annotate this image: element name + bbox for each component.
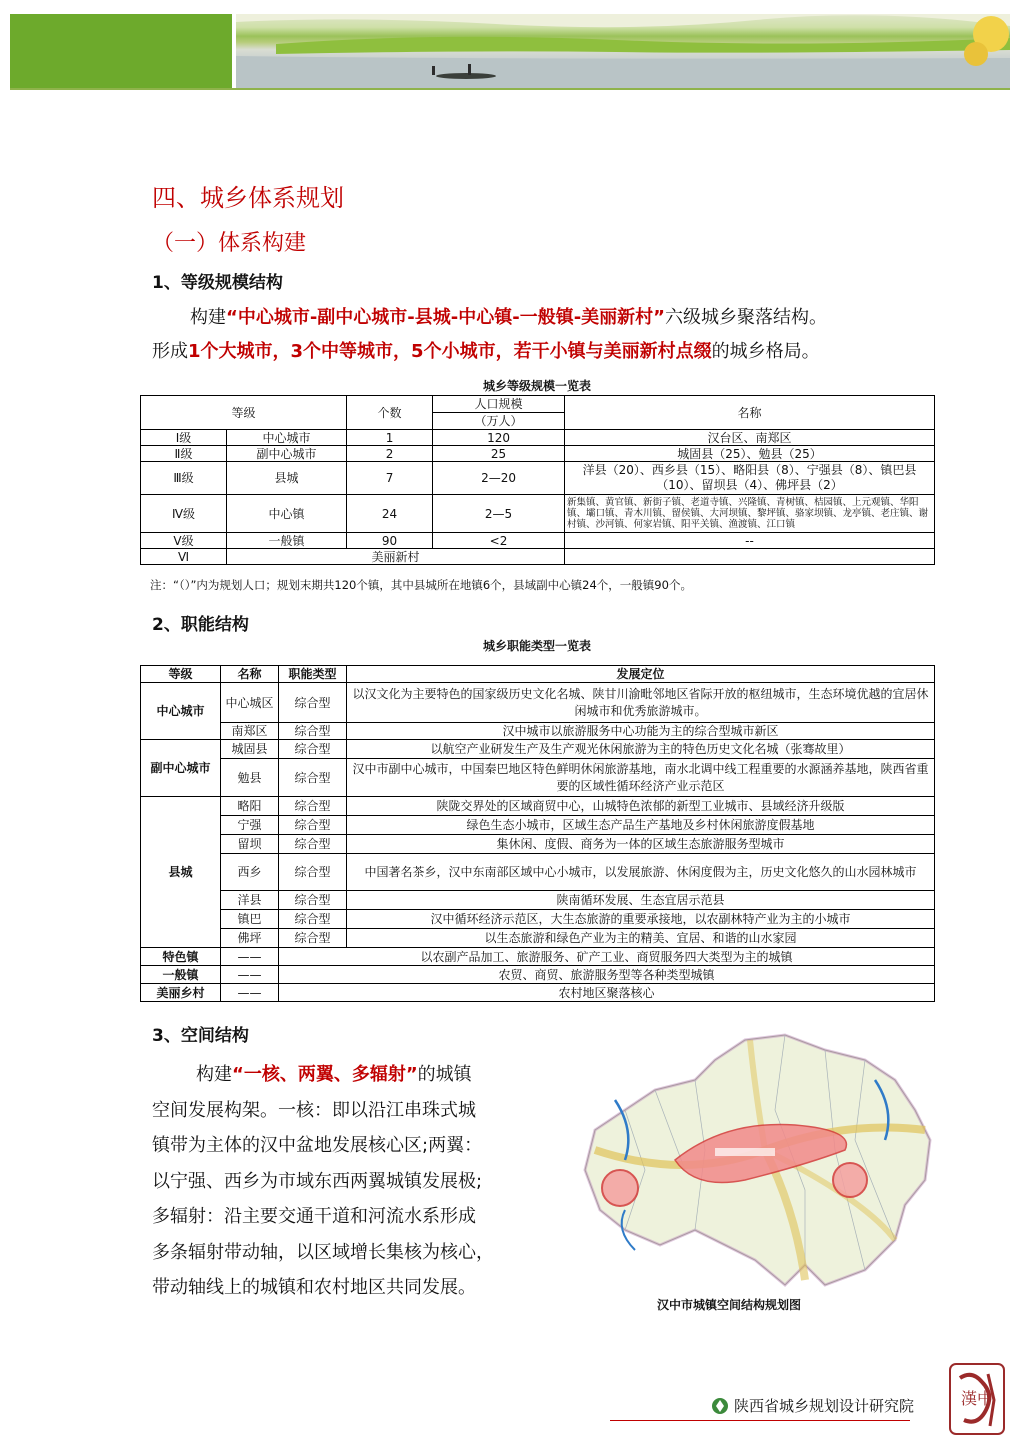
th-pop: 人口规模 <box>433 396 565 413</box>
table-row: 勉县 综合型 汉中市副中心城市，中国秦巴地区特色鲜明休闲旅游基地，南水北调中线工程重要的水源涵养基地，陕西省重要的区域性循环经济产业示范区 <box>141 759 935 797</box>
group-center-city: 中心城市 <box>141 683 221 740</box>
paragraph-spatial: 构建“一核、两翼、多辐射”的城镇 空间发展构架。一核：即以沿江串珠式城 镇带为主体的汉中盆地发展核心区;两翼： 以宁强、西乡为市域东西两翼城镇发展极; 多辐射：沿主要交通干道和河流水系形成 多条辐射带动轴，以区域增长集核为核心， 带动轴线上的城镇和农村地区共同发展。 <box>152 1064 494 1298</box>
table1-note: 注：“（）”内为规划人口；规划末期共120个镇，其中县城所在地镇6个，县域副中心镇24个，一般镇90个。 <box>150 578 692 592</box>
table-row: 副中心城市 城固县 综合型 以航空产业研发生产及生产观光休闲旅游为主的特色历史文化名城（张骞故里） <box>141 740 935 759</box>
th-level: 等级 <box>141 396 347 430</box>
table-row: 南郑区 综合型 汉中城市以旅游服务中心功能为主的综合型城市新区 <box>141 723 935 740</box>
th-position: 发展定位 <box>347 666 935 683</box>
th-names: 名称 <box>565 396 935 430</box>
section-title: 四、城乡体系规划 <box>152 184 344 212</box>
heading-spatial-structure: 3、空间结构 <box>152 1026 249 1046</box>
group-sub-center-city: 副中心城市 <box>141 740 221 797</box>
table2-caption: 城乡职能类型一览表 <box>482 639 591 653</box>
group-special-town: 特色镇 <box>141 948 221 966</box>
table-row: 留坝 综合型 集休闲、度假、商务为一体的区域生态旅游服务型城市 <box>141 835 935 854</box>
th-type: 职能类型 <box>279 666 347 683</box>
function-type-table <box>140 665 935 1002</box>
header-divider <box>10 88 1010 90</box>
hanzhong-seal <box>942 1360 1012 1440</box>
heading-function-structure: 2、职能结构 <box>152 615 249 635</box>
th-level: 等级 <box>141 666 221 683</box>
th-count: 个数 <box>347 396 433 430</box>
grade-scale-table <box>140 395 935 565</box>
paragraph-structure: 构建“中心城市-副中心城市-县城-中心镇-一般镇-美丽新村”六级城乡聚落结构。 形成1个大城市，3个中等城市，5个小城市，若干小镇与美丽新村点缀的城乡格局。 <box>152 307 828 362</box>
table-row: 洋县 综合型 陕南循环发展、生态宜居示范县 <box>141 891 935 910</box>
table-row: 宁强 综合型 绿色生态小城市，区域生态产品生产基地及乡村休闲旅游度假基地 <box>141 816 935 835</box>
institute-logo-icon <box>711 1397 729 1415</box>
th-name: 名称 <box>221 666 279 683</box>
table-row: Ⅰ级 中心城市 1 120 汉台区、南郑区 <box>141 430 935 446</box>
subsection-title: （一）体系构建 <box>152 231 307 256</box>
group-general-town: 一般镇 <box>141 966 221 984</box>
table-row: 镇巴 综合型 汉中循环经济示范区，大生态旅游的重要承接地，以农副林特产业为主的小城市 <box>141 910 935 929</box>
map-caption: 汉中市城镇空间结构规划图 <box>657 1298 802 1312</box>
spatial-structure-map <box>565 1030 940 1290</box>
table-row: 西乡 综合型 中国著名茶乡，汉中东南部区域中心小城市，以发展旅游、休闲度假为主，历史文化悠久的山水园林城市 <box>141 854 935 891</box>
group-village: 美丽乡村 <box>141 984 221 1002</box>
table-row: Ⅲ级 县城 7 2—20 洋县（20）、西乡县（15）、略阳县（8）、宁强县（8）、镇巴县（10）、留坝县（4）、佛坪县（2） <box>141 462 935 495</box>
footer-divider <box>610 1420 910 1421</box>
footer-org-name: 陕西省城乡规划设计研究院 <box>734 1399 915 1415</box>
table-row: 中心城市 中心城区 综合型 以汉文化为主要特色的国家级历史文化名城、陕甘川渝毗邻地区省际开放的枢纽城市，生态环境优越的宜居休闲城市和优秀旅游城市。 <box>141 683 935 723</box>
table-row: Ⅵ 美丽新村 <box>141 549 935 565</box>
table-row: 一般镇 —— 农贸、商贸、旅游服务型等各种类型城镇 <box>141 966 935 984</box>
seal-text: 漢中 <box>960 1389 994 1408</box>
table-row: 县城 略阳 综合型 陕陇交界处的区域商贸中心，山城特色浓郁的新型工业城市、县域经济升级版 <box>141 797 935 816</box>
th-pop-unit: （万人） <box>433 413 565 430</box>
table1-caption: 城乡等级规模一览表 <box>482 379 591 393</box>
header-green-block <box>10 14 232 88</box>
heading-grade-structure: 1、等级规模结构 <box>152 273 283 293</box>
table-row: 佛坪 综合型 以生态旅游和绿色产业为主的精美、宜居、和谐的山水家园 <box>141 929 935 948</box>
header-landscape-photo <box>236 14 1010 88</box>
group-county: 县城 <box>141 797 221 948</box>
table-row: Ⅴ级 一般镇 90 <2 -- <box>141 533 935 549</box>
table-row: 特色镇 —— 以农副产品加工、旅游服务、矿产工业、商贸服务四大类型为主的城镇 <box>141 948 935 966</box>
table-row: Ⅳ级 中心镇 24 2—5 新集镇、黄官镇、新街子镇、老道寺镇、兴隆镇、青树镇、桔园镇、上元观镇、华阳镇、壩口镇、青木川镇、留侯镇、大河坝镇、黎坪镇、骆家坝镇、龙亭镇、老庄镇、谢村镇、沙河镇、何家岩镇、阳平关镇、渔渡镇、江口镇 <box>141 495 935 533</box>
table-row: 美丽乡村 —— 农村地区聚落核心 <box>141 984 935 1002</box>
table-row: Ⅱ级 副中心城市 2 25 城固县（25）、勉县（25） <box>141 446 935 462</box>
